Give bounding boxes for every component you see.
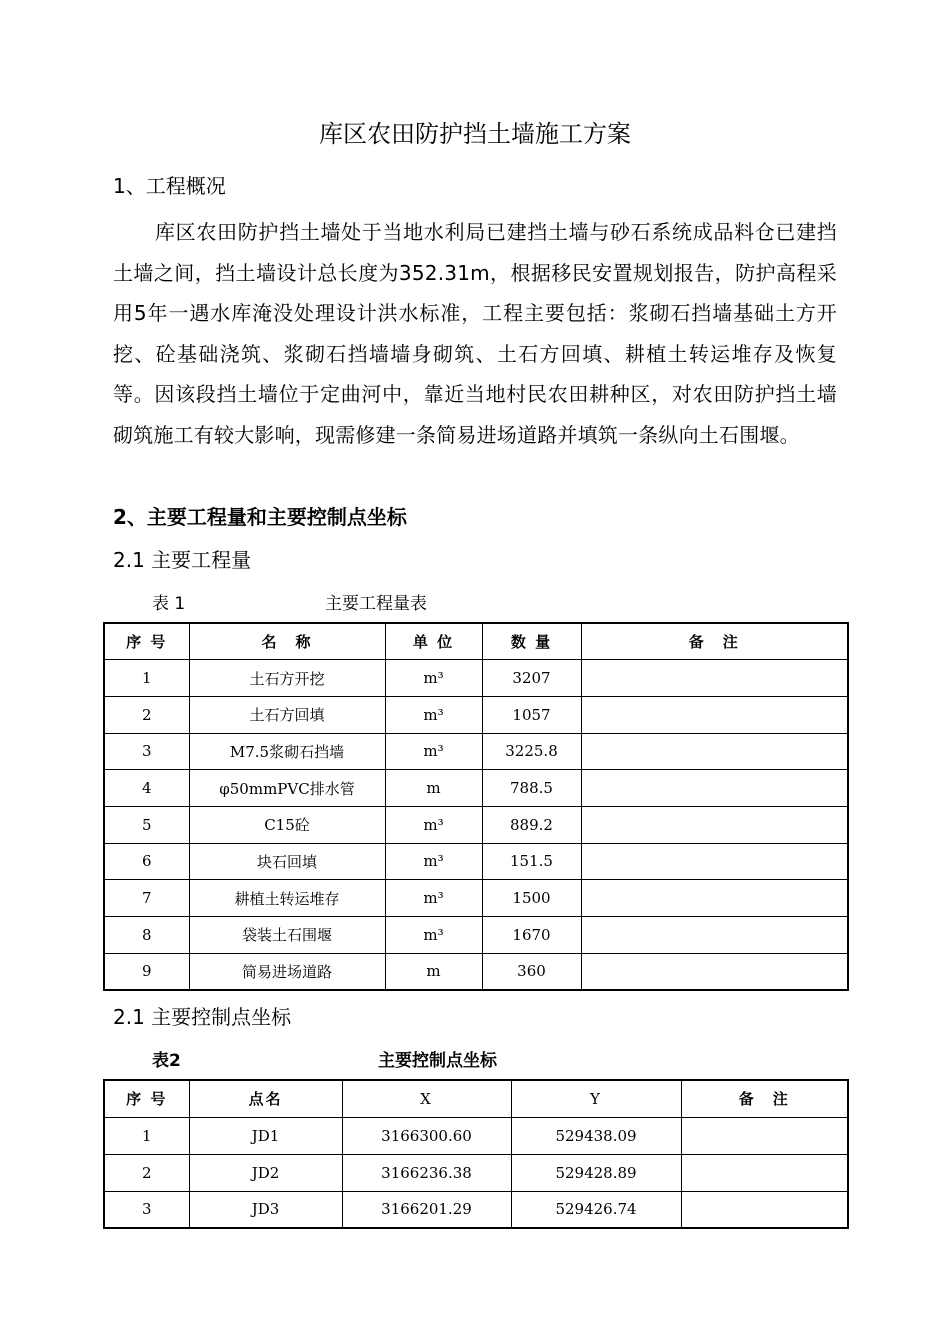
table2-caption-number: 表2	[152, 1051, 181, 1071]
header-cell-no: 序 号	[104, 623, 189, 660]
table2-caption-title: 主要控制点坐标	[378, 1051, 497, 1071]
table-row	[104, 1154, 848, 1191]
cell-x: 3166300.60	[342, 1117, 511, 1154]
cell-unit: m³	[385, 880, 482, 917]
cell-unit: m³	[385, 843, 482, 880]
overview-paragraph: 库区农田防护挡土墙处于当地水利局已建挡土墙与砂石系统成品料仓已建挡土墙之间，挡土墙设计总长度为352.31m，根据移民安置规划报告，防护高程采用5年一遇水库淹没处理设计洪水标准，工程主要包括：浆砌石挡墙基础土方开挖、砼基础浇筑、浆砌石挡墙墙身砌筑、土石方回填、耕植土转运堆存及恢复等。因该段挡土墙位于定曲河中，靠近当地村民农田耕种区，对农田防护挡土墙砌筑施工有较大影响，现需修建一条简易进场道路并填筑一条纵向土石围堰。	[113, 220, 837, 447]
cell-point-name: JD1	[189, 1117, 342, 1154]
document-title: 库区农田防护挡土墙施工方案	[319, 120, 631, 148]
subsection-heading-quantities: 2.1 主要工程量	[113, 548, 252, 572]
table-header-row	[104, 623, 848, 660]
section-heading-quantities: 2、主要工程量和主要控制点坐标	[113, 505, 407, 529]
cell-no: 2	[104, 1154, 189, 1191]
quantities-table	[103, 622, 849, 991]
cell-no: 7	[104, 880, 189, 917]
cell-remark	[681, 1117, 848, 1154]
cell-qty: 1670	[482, 917, 581, 954]
cell-unit: m³	[385, 660, 482, 697]
cell-y: 529428.89	[511, 1154, 681, 1191]
cell-name: 土石方回填	[189, 696, 385, 733]
cell-point-name: JD3	[189, 1191, 342, 1228]
table-row	[104, 953, 848, 990]
cell-remark	[681, 1154, 848, 1191]
subsection-heading-control-points: 2.1 主要控制点坐标	[113, 1005, 292, 1029]
cell-remark	[681, 1191, 848, 1228]
header-cell-remark: 备 注	[581, 623, 848, 660]
cell-x: 3166236.38	[342, 1154, 511, 1191]
cell-name: 简易进场道路	[189, 953, 385, 990]
cell-unit: m³	[385, 917, 482, 954]
cell-no: 4	[104, 770, 189, 807]
table-row	[104, 660, 848, 697]
cell-y: 529438.09	[511, 1117, 681, 1154]
table-row	[104, 1191, 848, 1228]
header-cell-remark: 备 注	[681, 1080, 848, 1117]
cell-qty: 1057	[482, 696, 581, 733]
cell-name: φ50mmPVC排水管	[189, 770, 385, 807]
cell-remark	[581, 880, 848, 917]
header-cell-name: 名 称	[189, 623, 385, 660]
header-cell-y: Y	[511, 1080, 681, 1117]
cell-name: 耕植土转运堆存	[189, 880, 385, 917]
cell-no: 8	[104, 917, 189, 954]
cell-no: 5	[104, 806, 189, 843]
cell-no: 1	[104, 1117, 189, 1154]
table-row	[104, 733, 848, 770]
header-cell-unit: 单 位	[385, 623, 482, 660]
cell-remark	[581, 660, 848, 697]
cell-unit: m	[385, 770, 482, 807]
header-cell-point-name: 点名	[189, 1080, 342, 1117]
cell-no: 6	[104, 843, 189, 880]
cell-qty: 151.5	[482, 843, 581, 880]
cell-remark	[581, 733, 848, 770]
header-cell-x: X	[342, 1080, 511, 1117]
cell-qty: 3207	[482, 660, 581, 697]
cell-qty: 889.2	[482, 806, 581, 843]
cell-name: 块石回填	[189, 843, 385, 880]
table-header-row	[104, 1080, 848, 1117]
cell-remark	[581, 696, 848, 733]
table-row	[104, 1117, 848, 1154]
header-cell-no: 序 号	[104, 1080, 189, 1117]
table-row	[104, 696, 848, 733]
header-cell-qty: 数 量	[482, 623, 581, 660]
cell-remark	[581, 806, 848, 843]
cell-no: 3	[104, 733, 189, 770]
cell-qty: 1500	[482, 880, 581, 917]
control-points-table	[103, 1079, 849, 1229]
cell-x: 3166201.29	[342, 1191, 511, 1228]
table-row	[104, 770, 848, 807]
table-row	[104, 917, 848, 954]
cell-name: M7.5浆砌石挡墙	[189, 733, 385, 770]
cell-remark	[581, 770, 848, 807]
cell-qty: 3225.8	[482, 733, 581, 770]
cell-unit: m³	[385, 806, 482, 843]
section-heading-overview: 1、工程概况	[113, 174, 226, 198]
cell-no: 3	[104, 1191, 189, 1228]
table1-caption-number: 表 1	[152, 594, 186, 614]
cell-name: 土石方开挖	[189, 660, 385, 697]
cell-point-name: JD2	[189, 1154, 342, 1191]
table-row	[104, 843, 848, 880]
cell-no: 2	[104, 696, 189, 733]
cell-unit: m³	[385, 696, 482, 733]
cell-remark	[581, 843, 848, 880]
cell-no: 9	[104, 953, 189, 990]
cell-unit: m³	[385, 733, 482, 770]
cell-no: 1	[104, 660, 189, 697]
cell-qty: 360	[482, 953, 581, 990]
cell-unit: m	[385, 953, 482, 990]
cell-remark	[581, 917, 848, 954]
table-row	[104, 806, 848, 843]
table-row	[104, 880, 848, 917]
cell-qty: 788.5	[482, 770, 581, 807]
cell-y: 529426.74	[511, 1191, 681, 1228]
cell-remark	[581, 953, 848, 990]
table1-caption-title: 主要工程量表	[325, 594, 427, 614]
cell-name: C15砼	[189, 806, 385, 843]
cell-name: 袋装土石围堰	[189, 917, 385, 954]
